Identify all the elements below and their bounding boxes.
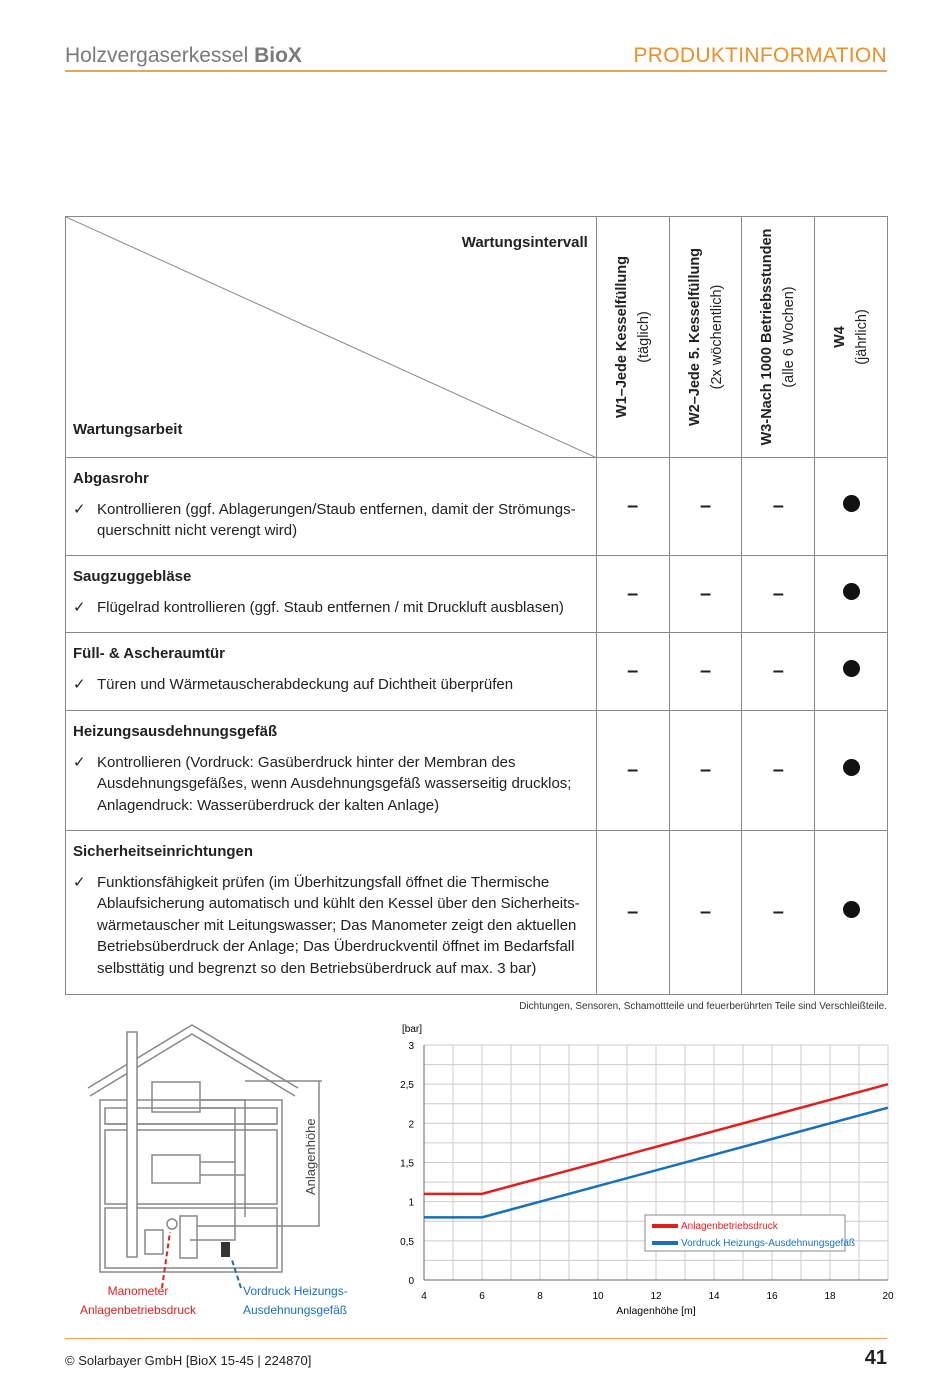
- cell-text: Funktionsfähigkeit prüfen (im Überhitzungsfall öffnet die Thermische Ablaufsicherung automatisch und kühlt den Kessel über den Sicherheits-wärmetauscher mit Leitungswasser; Das Manometer zeigt den aktuellen Betriebsüberdruck der Anlage; Das Überdruckventil öffnet im Bedarfsfall selbsttätig und begrenzt so den Betriebsüberdruck auf max. 3 bar): [97, 873, 580, 977]
- vessel-label: Vordruck Heizungs-: [243, 1284, 348, 1298]
- interval-mark: –: [596, 633, 669, 711]
- interval-mark: –: [742, 633, 815, 711]
- x-tick-label: 4: [421, 1291, 427, 1302]
- y-tick-label: 2,5: [400, 1080, 414, 1092]
- cell-text: [611, 256, 655, 418]
- interval-mark: [815, 711, 888, 831]
- x-tick-label: 10: [592, 1291, 604, 1302]
- interval-mark: –: [596, 556, 669, 633]
- section-title: PRODUKTINFORMATION: [633, 44, 887, 67]
- cell-text: W1–Jede Kesselfüllung: [613, 256, 630, 418]
- y-tick-label: 1,5: [400, 1158, 414, 1170]
- y-axis-label: [bar]: [402, 1024, 423, 1035]
- vessel-label-2: Ausdehnungsgefäß: [243, 1303, 348, 1317]
- x-tick-label: 16: [766, 1291, 778, 1302]
- page-number: 41: [864, 1347, 887, 1369]
- cell-text: Füll- & Ascheraumtür: [73, 645, 225, 662]
- interval-mark: –: [669, 711, 742, 831]
- y-tick-label: 2: [408, 1119, 414, 1131]
- table-row: [66, 556, 888, 633]
- table-row: [66, 831, 888, 995]
- corner-bottom-label: Wartungsarbeit: [73, 421, 183, 438]
- cell-text: (alle 6 Wochen): [781, 286, 798, 388]
- interval-mark: [815, 556, 888, 633]
- title-bold: BioX: [254, 44, 302, 67]
- cell-text: Kontrollieren (Vordruck: Gasüberdruck hinter der Membran des Ausdehnungsgefäßes, wenn Ausdehnungsgefäß wasserseitig drucklos; Anlagendruck: Wasserüberdruck der kalten Anlage): [97, 753, 572, 814]
- cell-text: [66, 458, 597, 556]
- cell-text: [66, 711, 597, 831]
- table-row: [66, 458, 888, 556]
- corner-cell: [66, 217, 597, 458]
- yearly-dot: [843, 759, 860, 776]
- yearly-dot: [843, 901, 860, 918]
- height-label: Anlagenhöhe: [303, 1118, 318, 1195]
- cell-text: [73, 752, 589, 817]
- yearly-dot: [843, 495, 860, 512]
- legend-label: Vordruck Heizungs-Ausdehnungsgefäß: [681, 1238, 855, 1249]
- y-tick-label: 0,5: [400, 1236, 414, 1248]
- house-diagram: [60, 1020, 390, 1320]
- title-light: Holzvergaserkessel: [65, 44, 249, 67]
- cell-text: [684, 248, 728, 426]
- cell-text: ✓: [73, 675, 86, 693]
- table-row: [66, 711, 888, 831]
- x-axis-label: Anlagenhöhe [m]: [616, 1305, 696, 1317]
- cell-text: Türen und Wärmetauscherabdeckung auf Dichtheit überprüfen: [97, 675, 514, 693]
- cell-text: [756, 229, 800, 446]
- interval-mark: –: [669, 633, 742, 711]
- interval-mark: –: [742, 711, 815, 831]
- x-tick-label: 6: [479, 1291, 485, 1302]
- interval-mark: –: [742, 556, 815, 633]
- x-tick-label: 8: [537, 1291, 543, 1302]
- footer-rule: [65, 1338, 887, 1339]
- interval-mark: [815, 831, 888, 995]
- yearly-dot: [843, 660, 860, 677]
- cell-text: Heizungsausdehnungsgefäß: [73, 723, 278, 740]
- cell-text: (2x wöchentlich): [708, 284, 725, 390]
- cell-text: (täglich): [635, 311, 652, 363]
- copyright: © Solarbayer GmbH [BioX 15-45 | 224870]: [65, 1353, 312, 1368]
- legend-label: Anlagenbetriebsdruck: [681, 1221, 778, 1232]
- x-tick-label: 18: [824, 1291, 836, 1302]
- y-tick-label: 3: [408, 1041, 414, 1052]
- cell-text: [73, 597, 589, 619]
- interval-mark: –: [742, 831, 815, 995]
- cell-text: W4: [832, 326, 849, 348]
- column-header: [669, 217, 742, 458]
- column-header: [742, 217, 815, 458]
- manometer-label: Manometer: [107, 1284, 169, 1298]
- maintenance-table: [65, 216, 888, 995]
- cell-text: ✓: [73, 873, 86, 891]
- cell-text: Sicherheitseinrichtungen: [73, 843, 254, 860]
- manometer-label-2: Anlagenbetriebsdruck: [79, 1303, 197, 1317]
- x-tick-label: 12: [650, 1291, 662, 1302]
- interval-mark: [815, 633, 888, 711]
- cell-text: [73, 872, 589, 980]
- interval-mark: –: [596, 711, 669, 831]
- column-header: [596, 217, 669, 458]
- cell-text: Abgasrohr: [73, 470, 149, 487]
- cell-text: [73, 674, 589, 696]
- cell-text: [829, 309, 873, 365]
- doc-title: [65, 44, 302, 68]
- header-rule: [65, 70, 887, 72]
- interval-mark: –: [596, 458, 669, 556]
- cell-text: Flügelrad kontrollieren (ggf. Staub entfernen / mit Druckluft ausblasen): [97, 598, 564, 616]
- y-tick-label: 0: [408, 1276, 414, 1287]
- interval-mark: [815, 458, 888, 556]
- interval-mark: –: [669, 831, 742, 995]
- cell-text: W3-Nach 1000 Betriebsstunden: [759, 228, 776, 446]
- cell-text: [66, 831, 597, 995]
- corner-top-label: Wartungsintervall: [461, 234, 588, 251]
- interval-mark: –: [669, 556, 742, 633]
- x-tick-label: 14: [708, 1291, 720, 1302]
- cell-text: Saugzuggebläse: [73, 568, 192, 585]
- wear-parts-note: Dichtungen, Sensoren, Schamottteile und feuerberührten Teile sind Verschleißteile.: [519, 1001, 887, 1012]
- pressure-chart: [390, 1015, 910, 1325]
- cell-text: ✓: [73, 500, 86, 518]
- interval-mark: –: [742, 458, 815, 556]
- table-row: [66, 633, 888, 711]
- cell-text: ✓: [73, 753, 86, 771]
- cell-text: [66, 633, 597, 711]
- cell-text: [73, 499, 589, 542]
- column-header: [815, 217, 888, 458]
- cell-text: ✓: [73, 598, 86, 616]
- cell-text: (jährlich): [854, 309, 871, 365]
- cell-text: Kontrollieren (ggf. Ablagerungen/Staub entfernen, damit der Strömungs-querschnitt nicht verengt wird): [97, 500, 576, 539]
- cell-text: [66, 556, 597, 633]
- interval-mark: –: [596, 831, 669, 995]
- yearly-dot: [843, 583, 860, 600]
- interval-mark: –: [669, 458, 742, 556]
- cell-text: W2–Jede 5. Kesselfüllung: [686, 247, 703, 427]
- x-tick-label: 20: [882, 1291, 894, 1302]
- y-tick-label: 1: [408, 1197, 414, 1209]
